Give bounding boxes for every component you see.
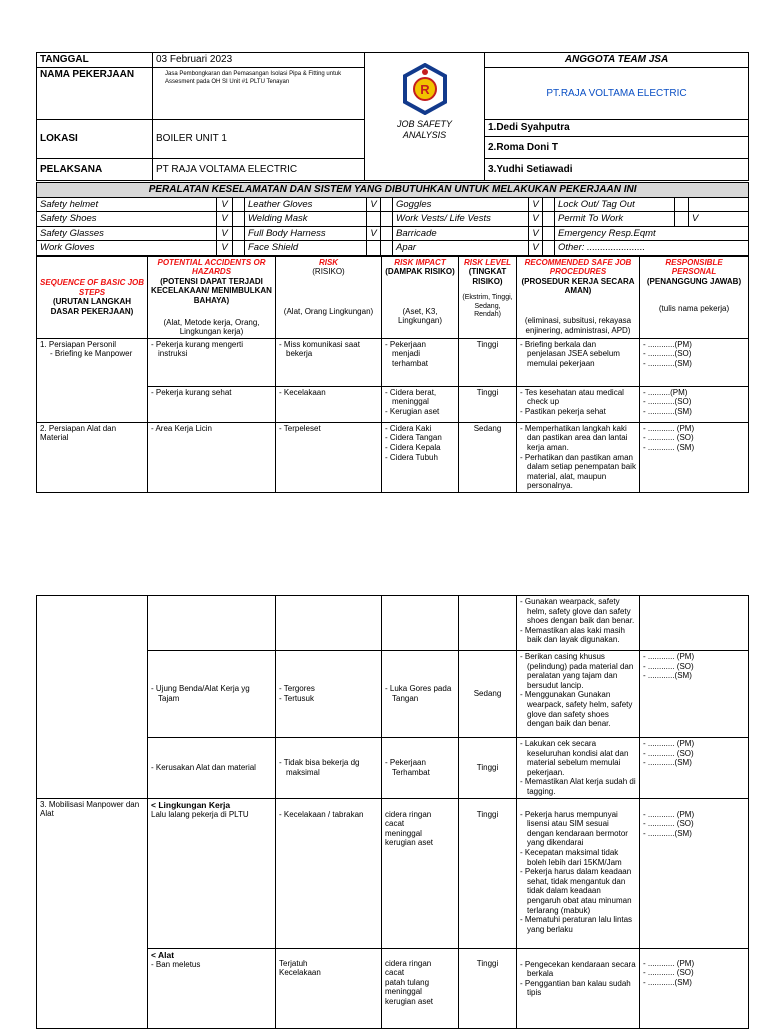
hazard-cell: < Lingkungan Kerja Lalu lalang pekerja di PLTU: [148, 798, 276, 948]
hazard-cell: - Area Kerja Licin: [148, 422, 276, 492]
impact-cell: - Luka Gores pada Tangan: [382, 651, 459, 738]
equipment-check: V: [367, 226, 381, 240]
level-cell: Sedang: [459, 651, 517, 738]
equipment-check: V: [217, 212, 233, 226]
hazard-cell: < Alat - Ban meletus: [148, 948, 276, 1028]
column-header-row: [37, 256, 749, 338]
equipment-check: [367, 212, 381, 226]
jsa-page-1: [36, 52, 748, 493]
risk-cell: - Kecelakaan / tabrakan: [276, 798, 382, 948]
equipment-item: Safety Glasses: [37, 226, 217, 240]
equipment-check: V: [529, 241, 543, 255]
procedure-cell: - Briefing berkala dan penjelasan JSEA sebelum memulai pekerjaan: [517, 338, 640, 386]
level-cell: Sedang: [459, 422, 517, 492]
col-level: RISK LEVEL (TINGKAT RISIKO) (Ekstrim, Tinggi, Sedang, Rendah): [459, 256, 517, 338]
col-hazards: POTENTIAL ACCIDENTS OR HAZARDS (POTENSI DAPAT TERJADI KECELAKAAN/ MENIMBULKAN BAHAYA) (Alat, Metode kerja, Orang, Lingkungan kerja): [148, 256, 276, 338]
equipment-item: Leather Gloves: [245, 198, 367, 212]
level-cell: Tinggi: [459, 738, 517, 799]
equipment-item: Barricade: [393, 226, 529, 240]
equipment-item: Lock Out/ Tag Out: [555, 198, 675, 212]
company-logo-icon: [402, 63, 448, 115]
equipment-check: [367, 241, 381, 255]
jsa-title: JOB SAFETY ANALYSIS: [396, 119, 452, 141]
equipment-item: Other: ......................: [555, 241, 749, 255]
equipment-check: V: [689, 212, 749, 226]
impact-cell: cidera ringan cacat meninggal kerugian aset: [382, 798, 459, 948]
table-row: [37, 596, 749, 651]
equipment-title: PERALATAN KESELAMATAN DAN SISTEM YANG DIBUTUHKAN UNTUK MELAKUKAN PEKERJAAN INI: [37, 183, 749, 198]
hazard-cell: - Kerusakan Alat dan material: [148, 738, 276, 799]
team-member-3: 3.Yudhi Setiawadi: [485, 159, 749, 181]
table-row: [37, 422, 749, 492]
equipment-check: [675, 198, 689, 212]
equipment-table: [36, 182, 749, 256]
level-cell: Tinggi: [459, 338, 517, 386]
equipment-check: V: [529, 198, 543, 212]
svg-text:R: R: [419, 82, 430, 97]
hazard-cell: - Ujung Benda/Alat Kerja yg Tajam: [148, 651, 276, 738]
col-risk: RISK (RISIKO) (Alat, Orang Lingkungan): [276, 256, 382, 338]
level-cell: Tinggi: [459, 386, 517, 422]
procedure-cell: - Tes kesehatan atau medical check up - Pastikan pekerja sehat: [517, 386, 640, 422]
equipment-check: V: [529, 226, 543, 240]
risk-cell: - Kecelakaan: [276, 386, 382, 422]
risk-cell: - Tergores - Tertusuk: [276, 651, 382, 738]
equipment-item: Goggles: [393, 198, 529, 212]
equipment-item: Permit To Work: [555, 212, 675, 226]
equipment-item: Face Shield: [245, 241, 367, 255]
step-cell: 2. Persiapan Alat dan Material: [37, 422, 148, 492]
impact-cell: - Cidera berat, meninggal - Kerugian aset: [382, 386, 459, 422]
hazard-cell: - Pekerja kurang mengerti instruksi: [148, 338, 276, 386]
impact-cell: - Cidera Kaki - Cidera Tangan - Cidera Kepala - Cidera Tubuh: [382, 422, 459, 492]
risk-cell: - Tidak bisa bekerja dg maksimal: [276, 738, 382, 799]
jsa-steps-table-continued: [36, 595, 749, 1029]
responsible-cell: - ............ (PM) - ............ (SO) - ............ (SM): [640, 422, 749, 492]
nama-pekerjaan-value: Jasa Pembongkaran dan Pemasangan Isolasi Pipa & Fitting untuk Assesment pada OH SI Unit #1 PLTU Tenayan: [153, 68, 365, 120]
equipment-check: V: [367, 198, 381, 212]
company-name: PT.RAJA VOLTAMA ELECTRIC: [485, 68, 749, 120]
equipment-item: Welding Mask: [245, 212, 367, 226]
procedure-cell: - Lakukan cek secara keseluruhan kondisi alat dan material sebelum memulai pekerjaan. - Memastikan Alat kerja sudah di tagging.: [517, 738, 640, 799]
pelaksana-label: PELAKSANA: [37, 159, 153, 181]
lokasi-label: LOKASI: [37, 120, 153, 159]
col-impact: RISK IMPACT (DAMPAK RISIKO) (Aset, K3, Lingkungan): [382, 256, 459, 338]
level-cell: Tinggi: [459, 798, 517, 948]
col-responsible: RESPONSIBLE PERSONAL (PENANGGUNG JAWAB) (tulis nama pekerja): [640, 256, 749, 338]
responsible-cell: - ............(PM) - ............(SO) - ............(SM): [640, 338, 749, 386]
tanggal-label: TANGGAL: [37, 53, 153, 68]
equipment-item: Safety Shoes: [37, 212, 217, 226]
lokasi-value: BOILER UNIT 1: [153, 120, 365, 159]
team-member-2: 2.Roma Doni T: [485, 137, 749, 159]
procedure-cell: - Berikan casing khusus (pelindung) pada material dan peralatan yang tajam dan bersudut lancip. - Menggunakan Gunakan wearpack, safety helm, safety glove dan safety shoes dengan baik dan benar.: [517, 651, 640, 738]
equipment-item: Emergency Resp.Eqmt: [555, 226, 749, 240]
equipment-item: Work Vests/ Life Vests: [393, 212, 529, 226]
responsible-cell: - ............ (PM) - ............ (SO) - ............(SM): [640, 651, 749, 738]
equipment-check: V: [217, 198, 233, 212]
impact-cell: - Pekerjaan menjadi terhambat: [382, 338, 459, 386]
col-steps: SEQUENCE OF BASIC JOB STEPS (URUTAN LANGKAH DASAR PEKERJAAN): [37, 256, 148, 338]
jsa-page-2: [36, 595, 748, 1029]
table-row: [37, 338, 749, 386]
equipment-check: V: [217, 226, 233, 240]
step-cell: 3. Mobilisasi Manpower dan Alat: [37, 798, 148, 1028]
jsa-logo-cell: [365, 53, 485, 181]
equipment-item: Full Body Harness: [245, 226, 367, 240]
table-row: [37, 798, 749, 948]
responsible-cell: - ............ (PM) - ............ (SO) - ............(SM): [640, 798, 749, 948]
equipment-item: Apar: [393, 241, 529, 255]
procedure-cell: - Memperhatikan langkah kaki dan pastikan area dan lantai kerja aman. - Perhatikan dan pastikan aman dalam setiap penempatan baik material, alat, maupun personalnya.: [517, 422, 640, 492]
procedure-cell: - Pekerja harus mempunyai lisensi atau SIM sesuai dengan kendaraan bermotor yang dikendarai - Kecepatan maksimal tidak boleh lebih dari 15KM/Jam - Pekerja harus dalam keadaan sehat, tidak mengantuk dan tidak dalam keadaan pengaruh obat atau minuman terlarang (mabuk) - Mematuhi peraturan lalu lintas yang berlaku: [517, 798, 640, 948]
level-cell: Tinggi: [459, 948, 517, 1028]
step-cell: 1. Persiapan Personil - Briefing ke Manpower: [37, 338, 148, 422]
equipment-item: Safety helmet: [37, 198, 217, 212]
risk-cell: - Miss komunikasi saat bekerja: [276, 338, 382, 386]
team-title: ANGGOTA TEAM JSA: [485, 53, 749, 68]
equipment-check: V: [217, 241, 233, 255]
hazard-cell: - Pekerja kurang sehat: [148, 386, 276, 422]
risk-cell: - Terpeleset: [276, 422, 382, 492]
impact-cell: cidera ringan cacat patah tulang meninggal kerugian aset: [382, 948, 459, 1028]
procedure-cell: - Pengecekan kendaraan secara berkala - Penggantian ban kalau sudah tipis: [517, 948, 640, 1028]
jsa-header-table: [36, 52, 749, 181]
equipment-check: V: [529, 212, 543, 226]
impact-cell: - Pekerjaan Terhambat: [382, 738, 459, 799]
responsible-cell: - ............ (PM) - ............ (SO) - ............(SM): [640, 948, 749, 1028]
procedure-cell: - Gunakan wearpack, safety helm, safety glove dan safety shoes dengan baik dan benar. - Memastikan alas kaki masih baik dan layak digunakan.: [517, 596, 640, 651]
equipment-item: Work Gloves: [37, 241, 217, 255]
risk-cell: Terjatuh Kecelakaan: [276, 948, 382, 1028]
responsible-cell: - ..........(PM) - ............(SO) - ............(SM): [640, 386, 749, 422]
jsa-steps-table: [36, 256, 749, 493]
tanggal-value: 03 Februari 2023: [153, 53, 365, 68]
team-member-1: 1.Dedi Syahputra: [485, 120, 749, 137]
nama-pekerjaan-label: NAMA PEKERJAAN: [37, 68, 153, 120]
col-procedure: RECOMMENDED SAFE JOB PROCEDURES (PROSEDUR KERJA SECARA AMAN) (eliminasi, subsitusi, rekayasa enjinering, administrasi, APD): [517, 256, 640, 338]
responsible-cell: - ............ (PM) - ............ (SO) - ............(SM): [640, 738, 749, 799]
pelaksana-value: PT RAJA VOLTAMA ELECTRIC: [153, 159, 365, 181]
